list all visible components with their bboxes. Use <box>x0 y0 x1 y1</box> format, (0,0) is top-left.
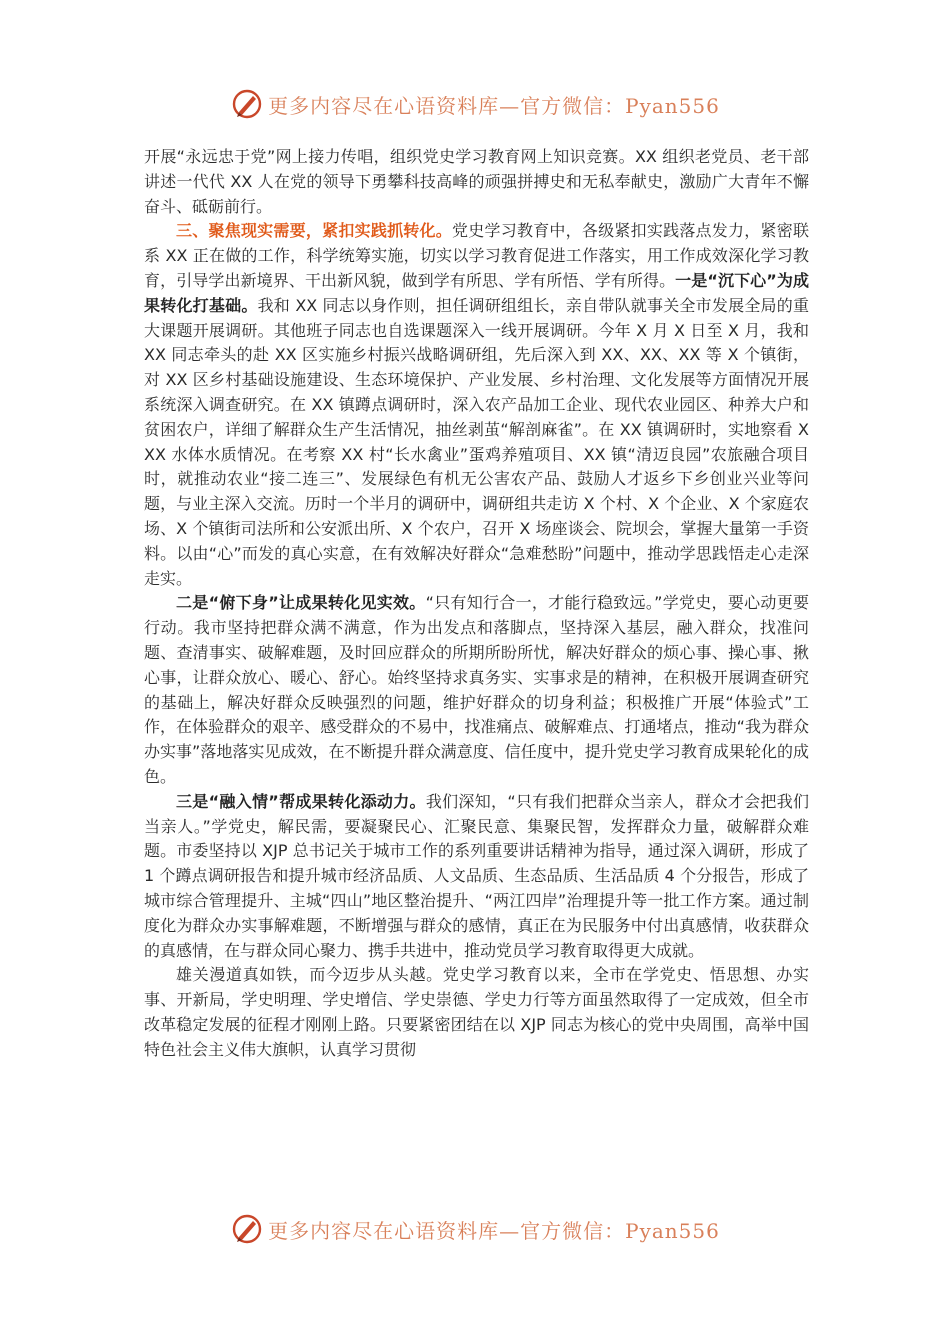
paragraph <box>144 219 809 591</box>
footer-banner <box>0 1209 950 1249</box>
paragraph <box>144 145 809 219</box>
paragraph <box>144 591 809 789</box>
body-text: 党史学习教育中，各级紧扣实践落点发力，紧密联系 XX 正在做的工作，科学统筹实施，切实以学习教育促进工作落实，用工作成效深化学习教育，引导学出新境界、干出新风貌，做到学有所思、学有所悟、学有所得。 <box>144 221 809 290</box>
body-text: 开展“永远忠于党”网上接力传唱，组织党史学习教育网上知识竞赛。XX 组织老党员、老干部讲述一代代 XX 人在党的领导下勇攀科技高峰的顽强拼搏史和无私奉献史，激励广大青年不懈奋斗、砥砺前行。 <box>144 147 809 216</box>
paragraph <box>144 963 809 1062</box>
banner-text: 更多内容尽在心语资料库—官方微信：Pyan556 <box>268 1218 720 1243</box>
body-text: 雄关漫道真如铁，而今迈步从头越。党史学习教育以来，全市在学党史、悟思想、办实事、开新局，学史明理、学史增信、学史崇德、学史力行等方面虽然取得了一定成效，但全市改革稳定发展的征程才刚刚上路。只要紧密团结在以 XJP 同志为核心的党中央周围，高举中国特色社会主义伟大旗帜，认真学习贯彻 <box>144 965 809 1059</box>
body-text: 我们深知，“只有我们把群众当亲人，群众才会把我们当亲人。”学党史，解民需，要凝聚民心、汇聚民意、集聚民智，发挥群众力量，破解群众难题。市委坚持以 XJP 总书记关于城市工作的系列重要讲话精神为指导，通过深入调研，形成了 1 个蹲点调研报告和提升城市经济品质、人文品质、生态品质、生活品质 4 个分报告，形成了城市综合管理提升、主城“四山”地区整治提升、“两江四岸”治理提升等一批工作方案。通过制度化为群众办实事解难题，不断增强与群众的感情，真正在为民服务中付出真感情，收获群众的真感情，在与群众同心聚力、携手共进中，推动党员学习教育取得更大成就。 <box>144 791 809 960</box>
body-text: “只有知行合一，才能行稳致远。”学党史，要心动更要行动。我市坚持把群众满不满意，作为出发点和落脚点，坚持深入基层，融入群众，找准问题、查清事实、破解难题，及时回应群众的所期所盼所忧，解决好群众的烦心事、操心事、揪心事，让群众放心、暖心、舒心。始终坚持求真务实、实事求是的精神，在积极开展调查研究的基础上，解决好群众反映强烈的问题，维护好群众的切身利益；积极推广开展“体验式”工作，在体验群众的艰辛、感受群众的不易中，找准痛点、破解难点、打通堵点，推动“我为群众办实事”落地落实见成效，在不断提升群众满意度、信任度中，提升党史学习教育成果轮化的成色。 <box>144 593 809 786</box>
header-banner <box>0 84 950 124</box>
banner-text: 更多内容尽在心语资料库—官方微信：Pyan556 <box>268 93 720 118</box>
subheading: 三是“融入情”帮成果转化添动力。 <box>176 791 426 811</box>
pen-logo-icon <box>230 87 264 121</box>
body-text: 我和 XX 同志以身作则，担任调研组组长，亲自带队就事关全市发展全局的重大课题开展调研。其他班子同志也自选课题深入一线开展调研。今年 X 月 X 日至 X 月，我和 XX 同志牵头的赴 XX 区实施乡村振兴战略调研组，先后深入到 XX、XX、XX 等 X 个镇街，对 XX 区乡村基础设施建设、生态环境保护、产业发展、乡村治理、文化发展等方面情况开展系统深入调查研究。在 XX 镇蹲点调研时，深入农产品加工企业、现代农业园区、种养大户和贫困农户，详细了解群众生产生活情况，抽丝剥茧“解剖麻雀”。在 XX 镇调研时，实地察看 XXX 水体水质情况。在考察 XX 村“长水禽业”蛋鸡养殖项目、XX 镇“清迈良园”农旅融合项目时，就推动农业“接二连三”、发展绿色有机无公害农产品、鼓励人才返乡下乡创业兴业等问题，与业主深入交流。历时一个半月的调研中，调研组共走访 X 个村、X 个企业、X 个家庭农场、X 个镇街司法所和公安派出所、X 个农户，召开 X 场座谈会、院坝会，掌握大量第一手资料。以由“心”而发的真心实意，在有效解决好群众“急难愁盼”问题中，推动学思践悟走心走深走实。 <box>144 295 809 588</box>
paragraph <box>144 790 809 964</box>
subheading: 二是“俯下身”让成果转化见实效。 <box>176 593 426 613</box>
section-heading: 三、聚焦现实需要，紧扣实践抓转化。 <box>176 221 453 241</box>
subheading: 一是“沉下心”为成果转化打基础。 <box>144 270 809 315</box>
pen-logo-icon <box>230 1212 264 1246</box>
document-body <box>144 145 809 1062</box>
